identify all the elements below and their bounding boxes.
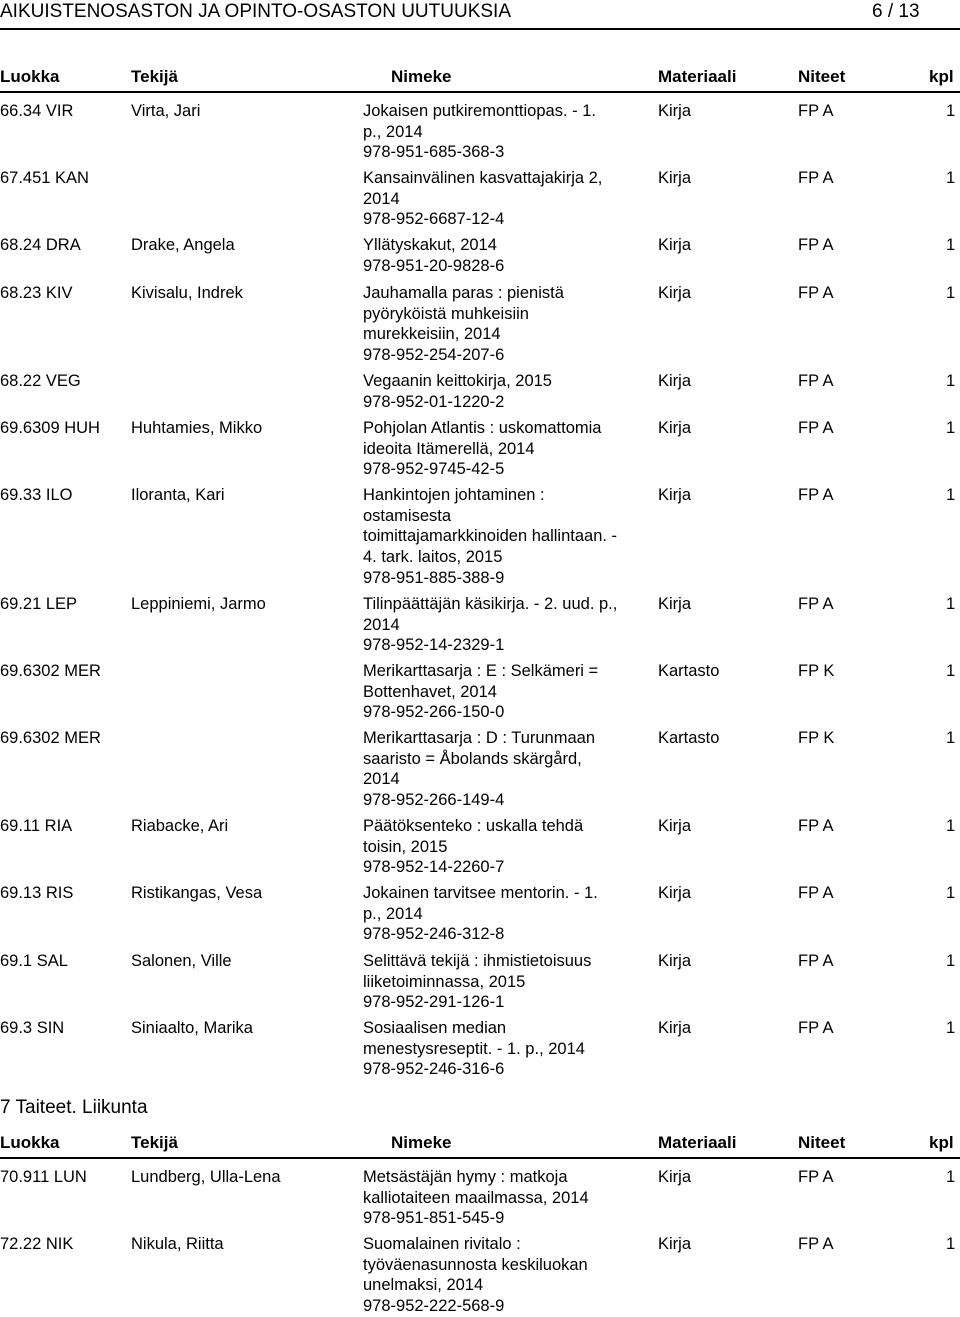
title-line: p., 2014 — [363, 904, 423, 923]
class-code: 69.1 SAL — [0, 952, 68, 970]
title-block — [363, 816, 653, 878]
class-code: 69.6309 HUH — [0, 419, 100, 437]
column-header-kpl: kpl — [929, 1133, 954, 1152]
column-header-row-2 — [0, 1133, 960, 1153]
author: Drake, Angela — [131, 236, 235, 254]
column-header-materiaali: Materiaali — [658, 1133, 737, 1152]
material-type: Kirja — [658, 1235, 692, 1253]
quantity: 1 — [946, 169, 956, 187]
title-line: 978-952-266-150-0 — [363, 703, 505, 722]
column-header-luokka: Luokka — [0, 1133, 60, 1152]
copies-location: FP A — [798, 1019, 834, 1037]
copies-location: FP A — [798, 419, 834, 437]
copies-location: FP A — [798, 952, 834, 970]
title-line: 978-952-254-207-6 — [363, 346, 505, 365]
class-code: 69.6302 MER — [0, 662, 101, 680]
title-line: 978-952-6687-12-4 — [363, 210, 505, 229]
title-block — [363, 1234, 653, 1317]
page-header — [0, 0, 960, 24]
material-type: Kartasto — [658, 729, 720, 747]
title-line: Kansainvälinen kasvattajakirja 2, — [363, 169, 603, 187]
quantity: 1 — [946, 595, 956, 613]
copies-location: FP K — [798, 662, 835, 680]
title-line: 978-952-14-2329-1 — [363, 636, 505, 655]
header-rule — [0, 28, 960, 30]
quantity: 1 — [946, 372, 956, 390]
title-line: 978-952-9745-42-5 — [363, 460, 505, 479]
title-line: Jokainen tarvitsee mentorin. - 1. — [363, 884, 598, 902]
material-type: Kirja — [658, 372, 692, 390]
title-line: Sosiaalisen median — [363, 1019, 507, 1037]
title-line: pyöryköistä muhkeisiin — [363, 304, 529, 323]
title-line: Selittävä tekijä : ihmistietoisuus — [363, 952, 592, 970]
title-block — [363, 883, 653, 945]
class-code: 70.911 LUN — [0, 1168, 87, 1186]
title-line: Vegaanin keittokirja, 2015 — [363, 372, 552, 390]
material-type: Kirja — [658, 817, 692, 835]
title-line: 978-952-222-568-9 — [363, 1297, 505, 1316]
title-line: Päätöksenteko : uskalla tehdä — [363, 817, 584, 835]
copies-location: FP A — [798, 486, 834, 504]
title-line: Jauhamalla paras : pienistä — [363, 284, 564, 302]
title-line: 978-952-246-312-8 — [363, 925, 505, 944]
column-header-luokka: Luokka — [0, 67, 60, 86]
title-block — [363, 283, 653, 366]
material-type: Kirja — [658, 884, 692, 902]
title-line: 978-951-20-9828-6 — [363, 256, 505, 275]
title-line: 978-951-885-388-9 — [363, 568, 505, 587]
copies-location: FP A — [798, 102, 834, 120]
class-code: 69.13 RIS — [0, 884, 74, 902]
class-code: 69.33 ILO — [0, 486, 73, 504]
column-header-nimeke: Nimeke — [391, 1133, 452, 1152]
quantity: 1 — [946, 236, 956, 254]
quantity: 1 — [946, 486, 956, 504]
copies-location: FP A — [798, 1168, 834, 1186]
copies-location: FP A — [798, 1235, 834, 1253]
author: Virta, Jari — [131, 102, 201, 120]
material-type: Kirja — [658, 1019, 692, 1037]
title-line: Bottenhavet, 2014 — [363, 682, 497, 701]
title-line: Merikarttasarja : D : Turunmaan — [363, 729, 595, 747]
class-code: 68.23 KIV — [0, 284, 73, 302]
author: Riabacke, Ari — [131, 817, 229, 835]
title-line: 978-952-291-126-1 — [363, 993, 505, 1012]
quantity: 1 — [946, 419, 956, 437]
class-code: 68.24 DRA — [0, 236, 81, 254]
title-line: 4. tark. laitos, 2015 — [363, 548, 503, 567]
copies-location: FP A — [798, 372, 834, 390]
author: Iloranta, Kari — [131, 486, 225, 504]
column-header-materiaali: Materiaali — [658, 67, 737, 86]
column-header-niteet: Niteet — [798, 1133, 846, 1152]
title-line: toimittajamarkkinoiden hallintaan. - — [363, 527, 618, 546]
material-type: Kirja — [658, 1168, 692, 1186]
title-line: 2014 — [363, 615, 400, 634]
copies-location: FP A — [798, 817, 834, 835]
title-line: unelmaksi, 2014 — [363, 1276, 484, 1295]
class-code: 67.451 KAN — [0, 169, 89, 187]
title-block — [363, 661, 653, 723]
class-code: 72.22 NIK — [0, 1235, 74, 1253]
title-line: työväenasunnosta keskiluokan — [363, 1255, 588, 1274]
title-line: Merikarttasarja : E : Selkämeri = — [363, 662, 599, 680]
material-type: Kirja — [658, 236, 692, 254]
title-line: ideoita Itämerellä, 2014 — [363, 439, 535, 458]
title-line: 978-952-266-149-4 — [363, 791, 505, 810]
title-line: 978-951-685-368-3 — [363, 143, 505, 162]
author: Nikula, Riitta — [131, 1235, 224, 1253]
quantity: 1 — [946, 284, 956, 302]
quantity: 1 — [946, 1019, 956, 1037]
title-line: Metsästäjän hymy : matkoja — [363, 1168, 568, 1186]
title-line: menestysreseptit. - 1. p., 2014 — [363, 1039, 585, 1058]
author: Ristikangas, Vesa — [131, 884, 263, 902]
title-block — [363, 951, 653, 1013]
title-block — [363, 371, 653, 412]
author: Huhtamies, Mikko — [131, 419, 263, 437]
title-line: Pohjolan Atlantis : uskomattomia — [363, 419, 602, 437]
title-line: Hankintojen johtaminen : — [363, 486, 545, 504]
quantity: 1 — [946, 102, 956, 120]
material-type: Kartasto — [658, 662, 720, 680]
column-header-kpl: kpl — [929, 67, 954, 86]
copies-location: FP K — [798, 729, 835, 747]
title-line: Suomalainen rivitalo : — [363, 1235, 521, 1253]
title-line: 978-952-246-316-6 — [363, 1060, 505, 1079]
title-block — [363, 101, 653, 163]
material-type: Kirja — [658, 102, 692, 120]
title-block — [363, 235, 653, 276]
title-block — [363, 418, 653, 480]
column-header-tekija: Tekijä — [131, 67, 178, 86]
title-line: 2014 — [363, 770, 400, 789]
material-type: Kirja — [658, 595, 692, 613]
material-type: Kirja — [658, 419, 692, 437]
material-type: Kirja — [658, 284, 692, 302]
material-type: Kirja — [658, 486, 692, 504]
quantity: 1 — [946, 729, 956, 747]
copies-location: FP A — [798, 884, 834, 902]
author: Lundberg, Ulla-Lena — [131, 1168, 281, 1186]
title-line: Yllätyskakut, 2014 — [363, 236, 497, 254]
class-code: 69.11 RIA — [0, 817, 73, 835]
column-header-rule — [0, 91, 960, 93]
quantity: 1 — [946, 817, 956, 835]
quantity: 1 — [946, 952, 956, 970]
column-header-niteet: Niteet — [798, 67, 846, 86]
title-line: 978-951-851-545-9 — [363, 1209, 505, 1228]
title-block — [363, 728, 653, 811]
title-block — [363, 1018, 653, 1080]
title-block — [363, 1167, 653, 1229]
column-header-row — [0, 67, 960, 87]
author: Leppiniemi, Jarmo — [131, 595, 266, 613]
title-line: ostamisesta — [363, 506, 452, 525]
quantity: 1 — [946, 884, 956, 902]
material-type: Kirja — [658, 952, 692, 970]
title-line: toisin, 2015 — [363, 837, 448, 856]
class-code: 68.22 VEG — [0, 372, 81, 390]
column-header-tekija: Tekijä — [131, 1133, 178, 1152]
title-line: 978-952-14-2260-7 — [363, 858, 505, 877]
title-line: 2014 — [363, 189, 400, 208]
column-header-rule-2 — [0, 1157, 960, 1159]
copies-location: FP A — [798, 236, 834, 254]
title-line: saaristo = Åbolands skärgård, — [363, 749, 582, 768]
material-type: Kirja — [658, 169, 692, 187]
title-line: Jokaisen putkiremonttiopas. - 1. — [363, 102, 596, 120]
quantity: 1 — [946, 1168, 956, 1186]
title-block — [363, 485, 653, 589]
title-line: kalliotaiteen maailmassa, 2014 — [363, 1188, 589, 1207]
copies-location: FP A — [798, 169, 834, 187]
title-line: p., 2014 — [363, 122, 423, 141]
title-line: 978-952-01-1220-2 — [363, 392, 505, 411]
title-line: liiketoiminnassa, 2015 — [363, 972, 526, 991]
section-heading: 7 Taiteet. Liikunta — [0, 1097, 148, 1118]
class-code: 69.21 LEP — [0, 595, 78, 613]
column-header-nimeke: Nimeke — [391, 67, 452, 86]
copies-location: FP A — [798, 595, 834, 613]
class-code: 69.6302 MER — [0, 729, 101, 747]
class-code: 66.34 VIR — [0, 102, 74, 120]
quantity: 1 — [946, 662, 956, 680]
author: Siniaalto, Marika — [131, 1019, 253, 1037]
copies-location: FP A — [798, 284, 834, 302]
author: Kivisalu, Indrek — [131, 284, 243, 302]
title-block — [363, 594, 653, 656]
quantity: 1 — [946, 1235, 956, 1253]
title-line: Tilinpäättäjän käsikirja. - 2. uud. p., — [363, 595, 618, 613]
class-code: 69.3 SIN — [0, 1019, 65, 1037]
title-block — [363, 168, 653, 230]
title-line: murekkeisiin, 2014 — [363, 325, 501, 344]
page-title: AIKUISTENOSASTON JA OPINTO-OSASTON UUTUUKSIA — [0, 1, 511, 22]
page-number: 6 / 13 — [872, 1, 920, 22]
author: Salonen, Ville — [131, 952, 232, 970]
